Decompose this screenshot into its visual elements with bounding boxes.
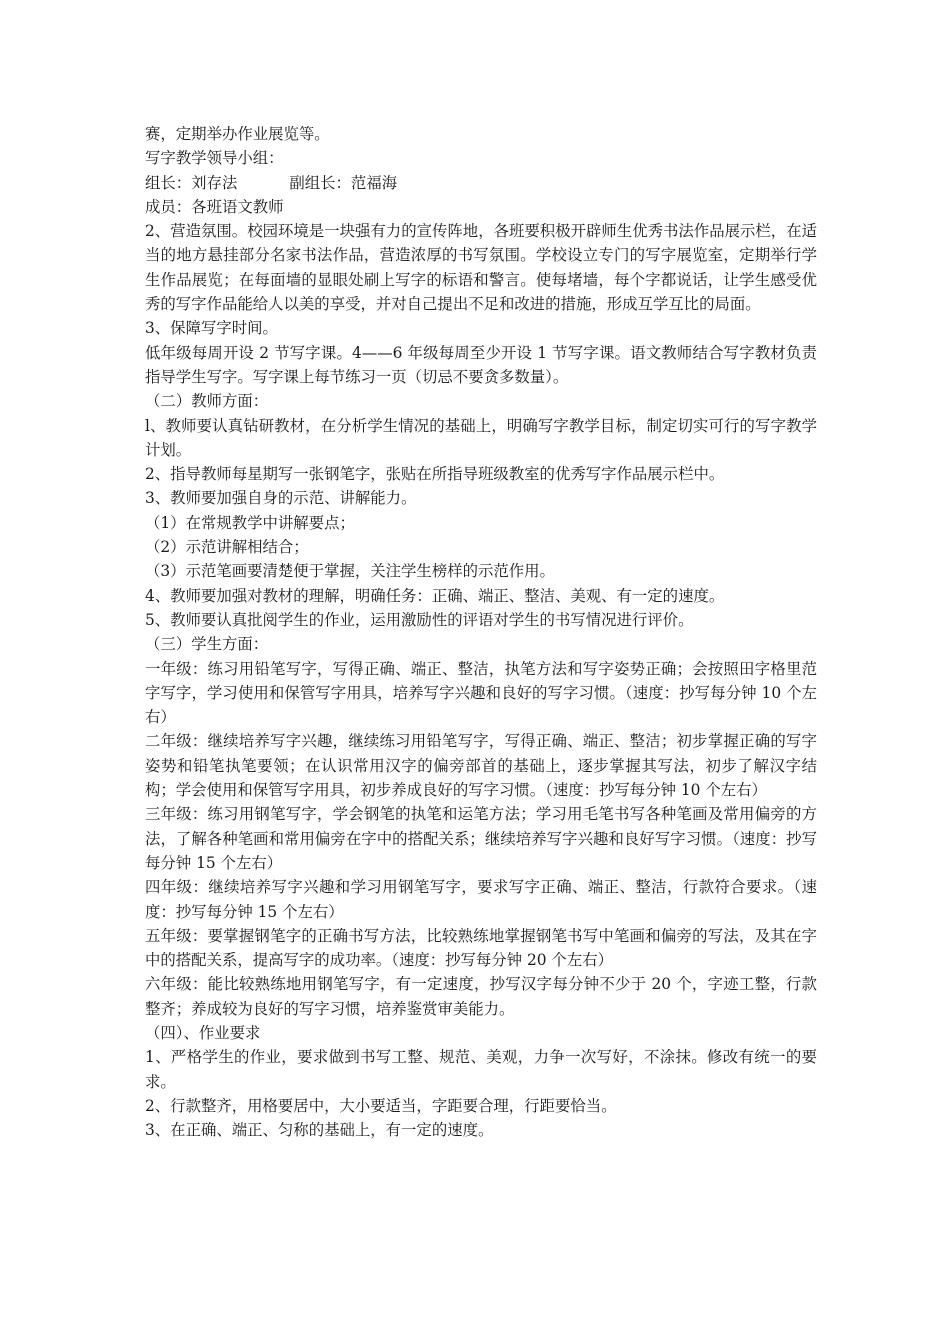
grade-4: 四年级：继续培养写字兴趣和学习用钢笔写字，要求写字正确、端正、整洁，行款符合要求。（速度：抄写每分钟 15 个左右）: [145, 878, 817, 921]
paragraph-16: 5、教师要认真批阅学生的作业，运用激励性的评语对学生的书写情况进行评价。: [145, 610, 694, 629]
grade-2: 二年级：继续培养写字兴趣，继续练习用铅笔写字，写得正确、端正、整洁；初步掌握正确的写字姿势和铅笔执笔要领；在认识常用汉字的偏旁部首的基础上，逐步掌握其写法，初步了解汉字结构；学会使用和保管写字用具，初步养成良好的写字习惯。（速度：抄写每分钟 10 个左右）: [145, 732, 817, 800]
leaders-line: [145, 171, 817, 195]
grade-5: 五年级：要掌握钢笔字的正确书写方法，比较熟练地掌握钢笔书写中笔画和偏旁的写法，及其在字中的搭配关系，提高写字的成功率。（速度：抄写每分钟 20 个左右）: [145, 926, 817, 970]
paragraph-14: （3）示范笔画要清楚便于掌握，关注学生榜样的示范作用。: [145, 562, 555, 581]
grade-1: 一年级：练习用铅笔写字，写得正确、端正、整洁，执笔方法和写字姿势正确；会按照田字格里范字写字，学习使用和保管写字用具，培养写字兴趣和良好的写字习惯。（速度：抄写每分钟 10 个左右）: [145, 659, 817, 727]
paragraph-12: （1）在常规教学中讲解要点；: [145, 513, 355, 532]
deputy-leader-name: 副组长：范福海: [289, 173, 398, 192]
section-heading-teachers: （二）教师方面：: [145, 392, 269, 411]
paragraph-6: 3、保障写字时间。: [145, 319, 278, 338]
paragraph-5: 2、营造氛围。校园环境是一块强有力的宣传阵地，各班要积极开辟师生优秀书法作品展示栏，在适当的地方悬挂部分名家书法作品，营造浓厚的书写氛围。学校设立专门的写字展览室，定期举行学生作品展览；在每面墙的显眼处刷上写字的标语和警言。使每堵墙，每个字都说话，让学生感受优秀的写字作品能给人以美的享受，并对自己提出不足和改进的措施，形成互学互比的局面。: [145, 222, 817, 314]
paragraph-2: 写字教学领导小组：: [145, 149, 284, 168]
paragraph-10: 2、指导教师每星期写一张钢笔字，张贴在所指导班级教室的优秀写字作品展示栏中。: [145, 465, 725, 484]
paragraph-26: 2、行款整齐，用格要居中，大小要适当，字距要合理，行距要恰当。: [145, 1096, 617, 1115]
section-heading-students: （三）学生方面：: [145, 635, 269, 654]
document-body: [145, 122, 817, 1142]
paragraph-15: 4、教师要加强对教材的理解，明确任务：正确、端正、整洁、美观、有一定的速度。: [145, 586, 725, 605]
paragraph-25: 1、严格学生的作业，要求做到书写工整、规范、美观，力争一次写好，不涂抹。修改有统一的要求。: [145, 1048, 817, 1091]
paragraph-7: 低年级每周开设 2 节写字课。4——6 年级每周至少开设 1 节写字课。语文教师结合写字教材负责指导学生写字。写字课上每节练习一页（切忌不要贪多数量）。: [145, 343, 817, 386]
paragraph-9: l、教师要认真钻研教材，在分析学生情况的基础上，明确写字教学目标，制定切实可行的写字教学计划。: [145, 416, 817, 459]
leader-name: 组长：刘存法: [145, 173, 238, 192]
paragraph-11: 3、教师要加强自身的示范、讲解能力。: [145, 489, 417, 508]
grade-3: 三年级：练习用钢笔写字，学会钢笔的执笔和运笔方法；学习用毛笔书写各种笔画及常用偏旁的方法，了解各种笔画和常用偏旁在字中的搭配关系；继续培养写字兴趣和良好写字习惯。（速度：抄写每分钟 15 个左右）: [145, 805, 817, 872]
paragraph-13: （2）示范讲解相结合；: [145, 538, 309, 557]
section-heading-homework: （四）、作业要求: [145, 1023, 261, 1042]
paragraph-1: 赛，定期举办作业展览等。: [145, 125, 330, 143]
grade-6: 六年级：能比较熟练地用钢笔写字，有一定速度，抄写汉字每分钟不少于 20 个，字迹工整，行款整齐；养成较为良好的写字习惯，培养鉴赏审美能力。: [145, 975, 817, 1018]
paragraph-4: 成员：各班语文教师: [145, 197, 284, 216]
paragraph-27: 3、在正确、端正、匀称的基础上，有一定的速度。: [145, 1121, 494, 1140]
